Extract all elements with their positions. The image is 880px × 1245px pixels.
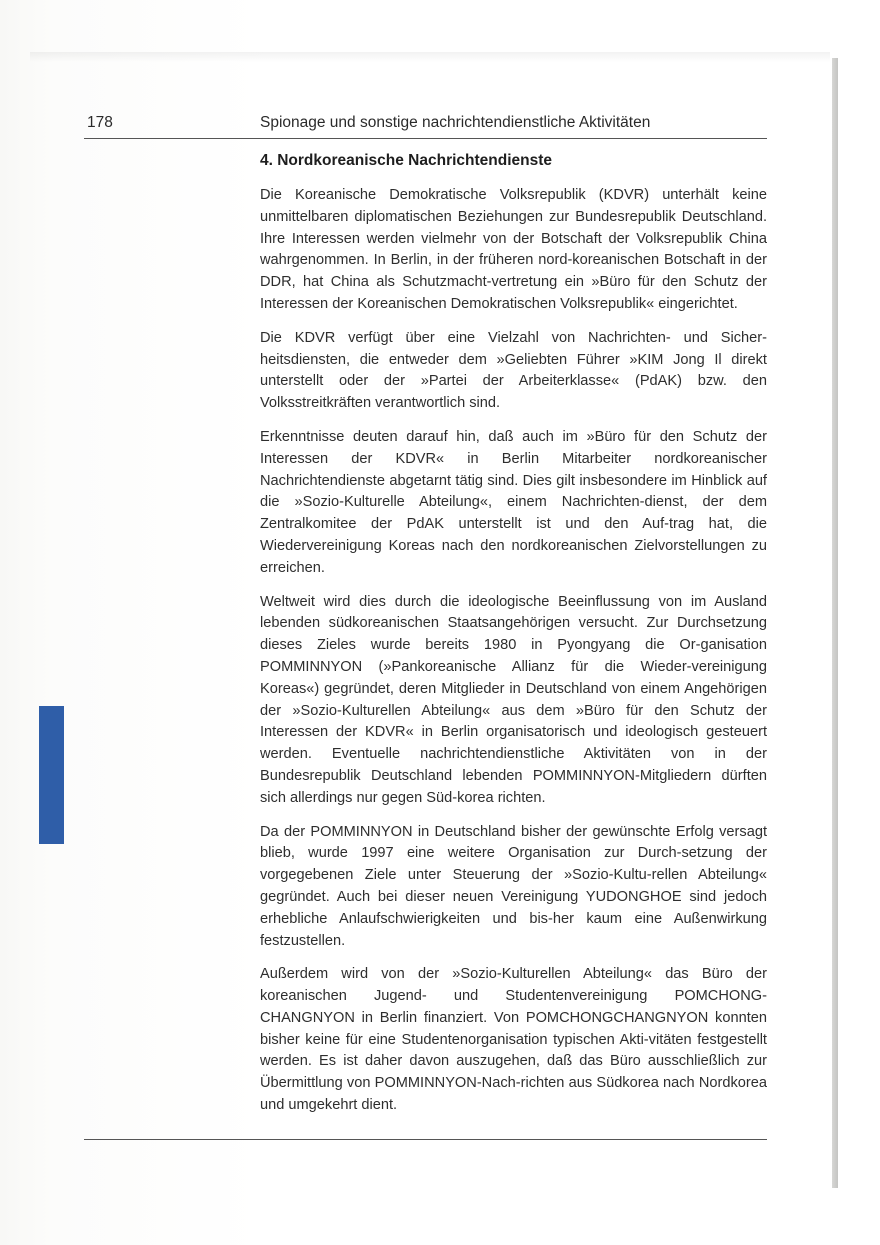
paragraph: Außerdem wird von der »Sozio-Kulturellen Abteilung« das Büro der koreanischen Jugend- und Studentenvereinigung POMCHONG-CHANGNYON in Berlin finanziert. Von POMCHONGCHANGNYON konnten bisher keine für eine Studentenorganisation typischen Akti-vitäten festgestellt werden. Es ist daher davon auszugehen, daß das Büro ausschließlich zur Übermittlung von POMMINNYON-Nach-richten aus Südkorea nach Nordkorea und umgekehrt dient. <box>260 966 767 1114</box>
paragraph: Die Koreanische Demokratische Volksrepublik (KDVR) unterhält keine unmittelbaren diplomatischen Beziehungen zur Bundesrepublik Deutschland. Ihre Interessen werden vielmehr von der Botschaft der Volksrepublik China wahrgenommen. In Berlin, in der früheren nord-koreanischen Botschaft in der DDR, hat China als Schutzmacht-vertretung ein »Büro für den Schutz der Interessen der Koreanischen Demokratischen Volksrepublik« eingerichtet. <box>260 187 767 312</box>
scan-shadow <box>30 52 830 62</box>
page-edge-shadow <box>832 58 838 1188</box>
paragraph: Da der POMMINNYON in Deutschland bisher der gewünschte Erfolg versagt blieb, wurde 1997 eine weitere Organisation zur Durch-setzung der vorgegebenen Ziele unter Steuerung der »Sozio-Kultu-rellen Abteilung« gegründet. Auch bei dieser neuen Vereinigung YUDONGHOE sind jedoch erhebliche Anlaufschwierigkeiten und bis-her kaum eine Außenwirkung festzustellen. <box>260 823 767 949</box>
paragraph: Die KDVR verfügt über eine Vielzahl von Nachrichten- und Sicher-heitsdiensten, die entweder dem »Geliebten Führer »KIM Jong Il direkt unterstellt oder der »Partei der Arbeiterklasse« (PdAK) bzw. den Volksstreitkräften verantwortlich sind. <box>260 329 767 412</box>
section-title: 4. Nordkoreanische Nachrichtendienste <box>260 152 553 169</box>
page-number: 178 <box>87 114 113 131</box>
footer-divider <box>84 1139 767 1140</box>
chapter-marker-tab <box>39 706 64 844</box>
main-text <box>260 150 767 1129</box>
paragraph: Erkenntnisse deuten darauf hin, daß auch im »Büro für den Schutz der Interessen der KDVR« in Berlin Mitarbeiter nordkoreanischer Nachrichtendienste abgetarnt tätig sind. Dies gilt insbesondere im Hinblick auf die »Sozio-Kulturelle Abteilung«, einem Nachrichten-dienst, der dem Zentralkomitee der PdAK unterstellt ist und den Auf-trag hat, die Wiedervereinigung Koreas nach den nordkoreanischen Zielvorstellungen zu erreichen. <box>260 428 767 576</box>
paragraph: Weltweit wird dies durch die ideologische Beeinflussung von im Ausland lebenden südkoreanischen Staatsangehörigen versucht. Zur Durchsetzung dieses Zieles wurde bereits 1980 in Pyongyang die Or-ganisation POMMINNYON (»Pankoreanische Allianz für die Wieder-vereinigung Koreas«) gegründet, deren Mitglieder in Deutschland von einem Angehörigen der »Sozio-Kulturellen Abteilung« aus dem »Büro für den Schutz der Interessen der KDVR« in Berlin organisatorisch und ideologisch gesteuert werden. Eventuelle nachrichtendienstliche Aktivitäten von in der Bundesrepublik Deutschland lebenden POMMINNYON-Mitgliedern dürften sich allerdings nur gegen Süd-korea richten. <box>260 593 767 806</box>
header-divider <box>84 138 767 139</box>
running-head: Spionage und sonstige nachrichtendienstliche Aktivitäten <box>260 114 651 131</box>
